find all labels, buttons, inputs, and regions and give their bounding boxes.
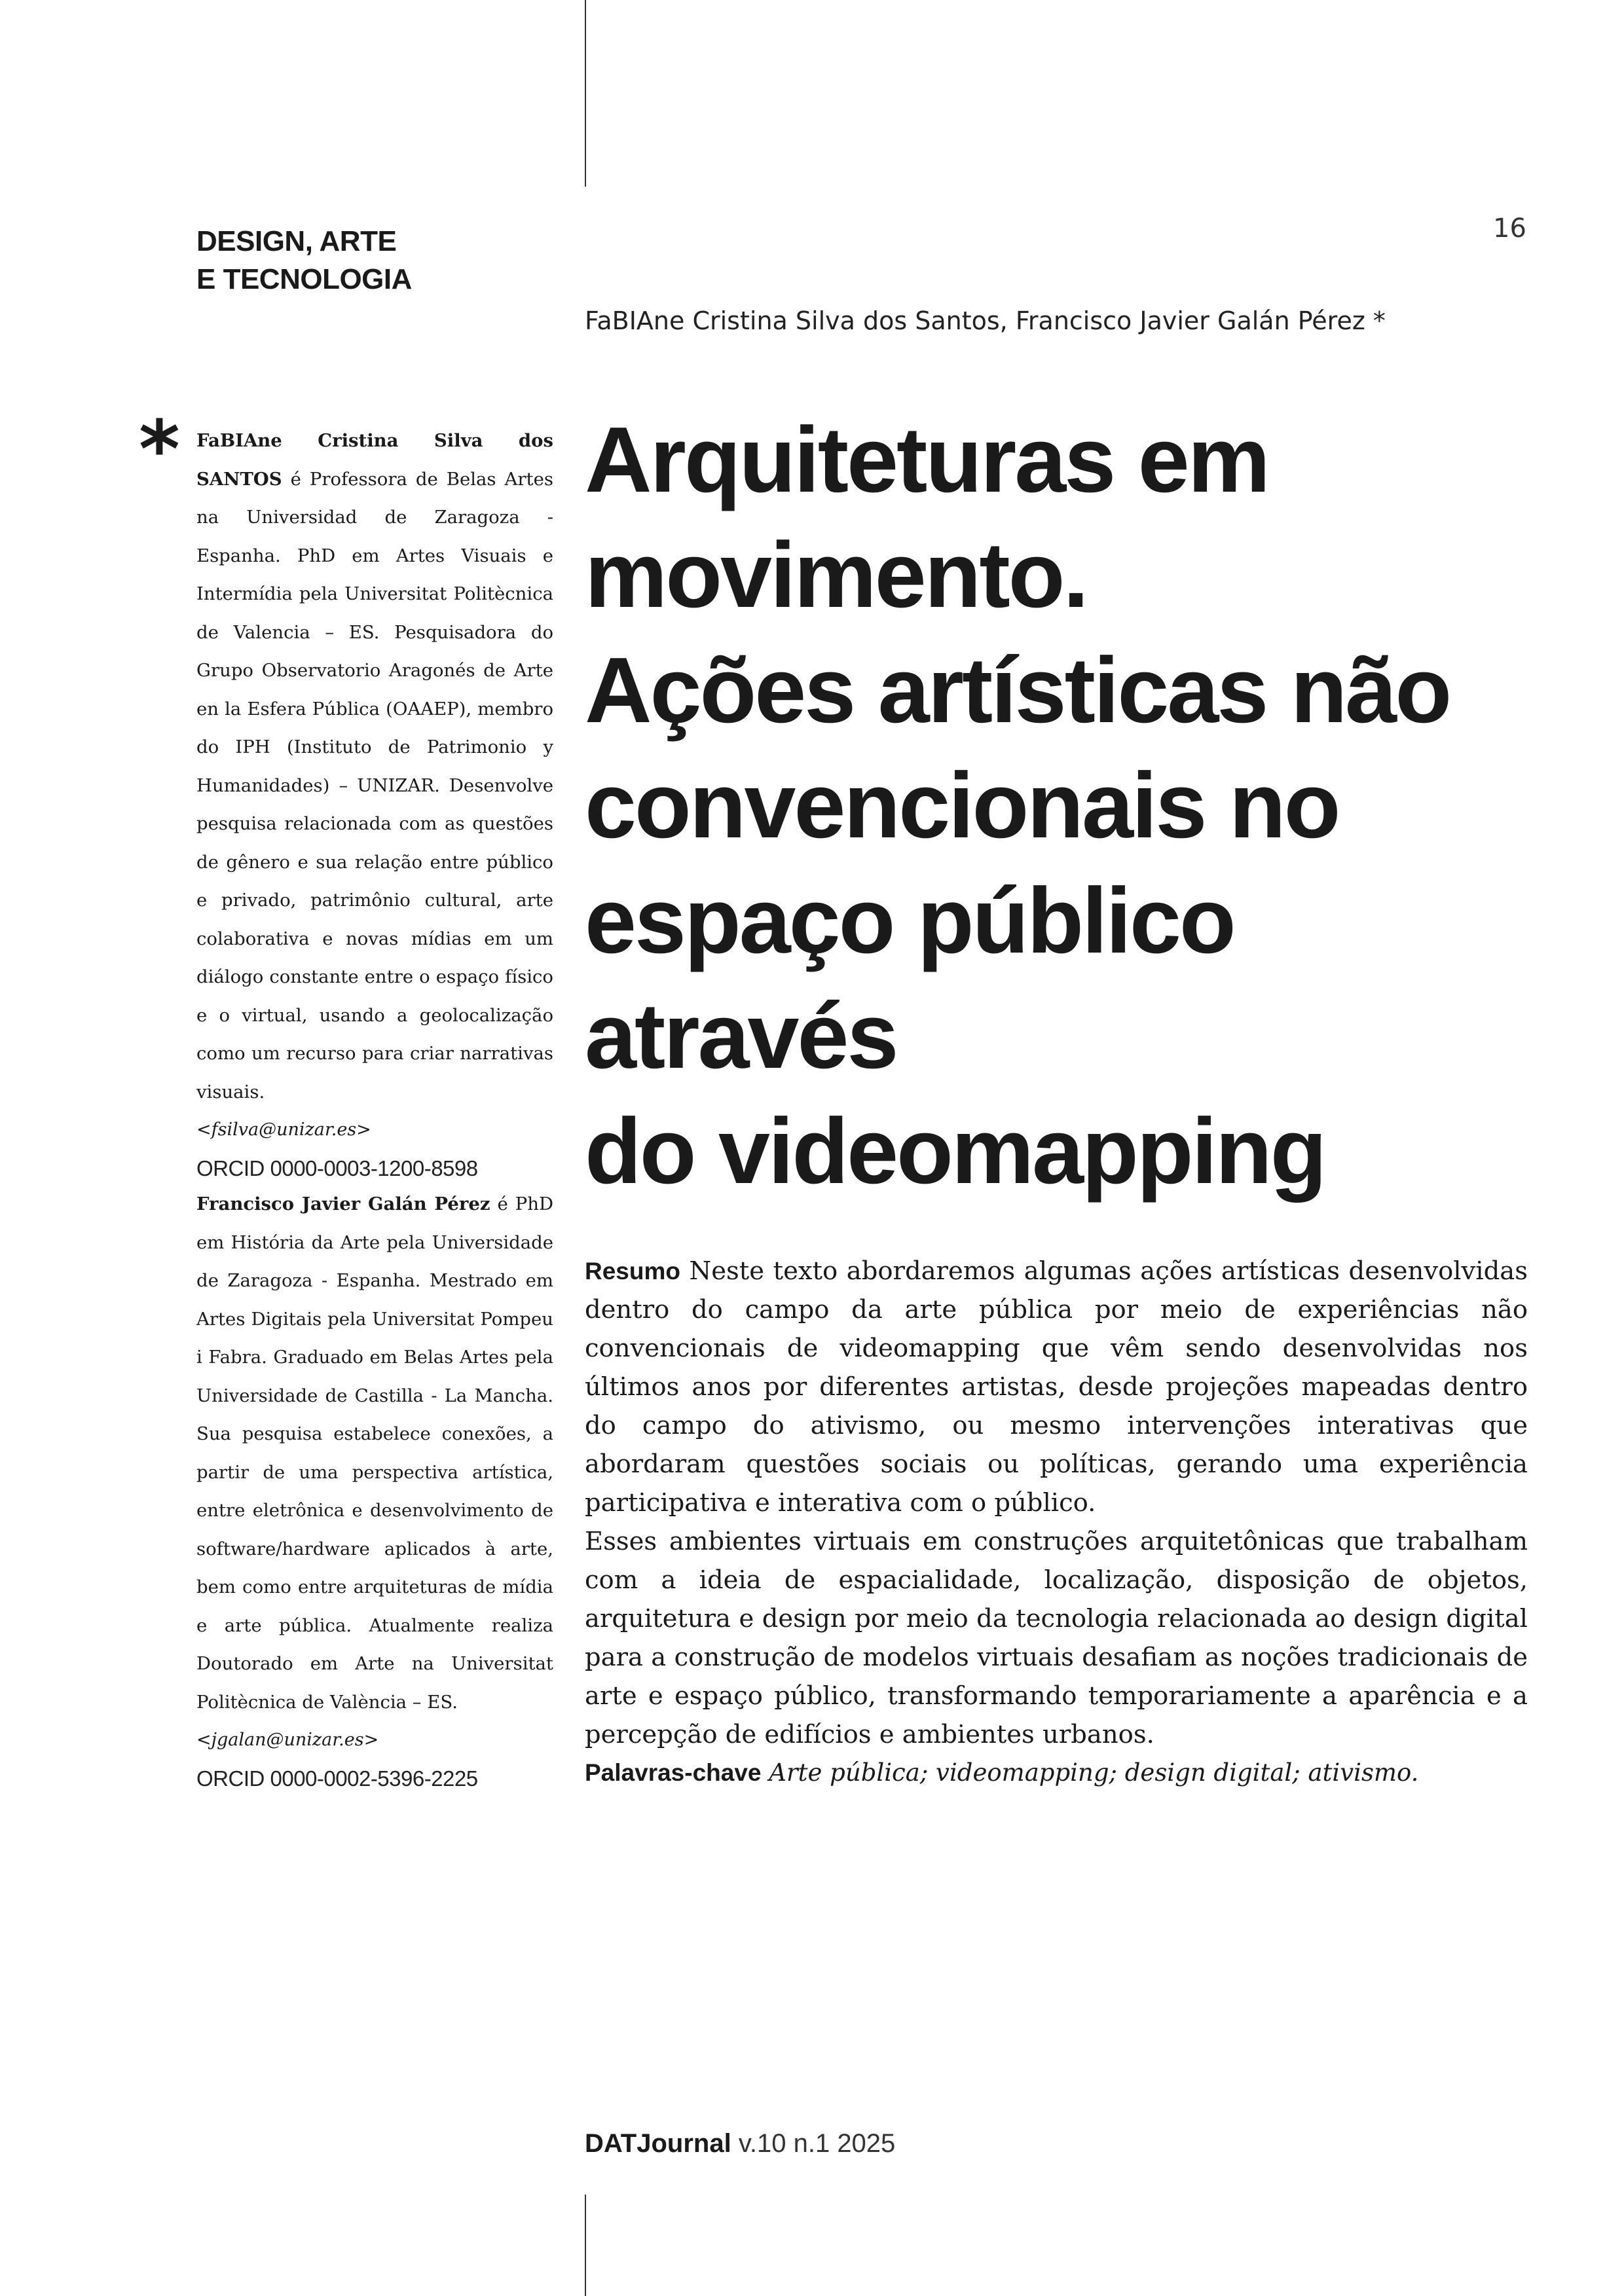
keywords-text: Arte pública; videomapping; design digital; ativismo. xyxy=(769,1758,1419,1787)
keywords xyxy=(585,1753,1528,1792)
title-line-5: espaço público através xyxy=(585,869,1234,1088)
title-line-2: movimento. xyxy=(585,523,1087,627)
bio-2-text: é PhD em História da Arte pela Universidade de Zaragoza - Espanha. Mestrado em Artes Digitais pela Universitat Pompeu i Fabra. Graduado em Belas Artes pela Universidade de Castilla - La Mancha. Sua pesquisa estabelece conexões, a partir de uma perspectiva artística, entre eletrônica e desenvolvimento de software/hardware aplicados à arte, bem como entre arquiteturas de mídia e arte pública. Atualmente realiza Doutorado em Arte na Universitat Politècnica de València – ES. xyxy=(196,1194,554,1713)
title-line-1: Arquiteturas em xyxy=(585,408,1268,512)
section-label xyxy=(196,223,412,299)
top-divider-line xyxy=(585,0,586,187)
bottom-divider-line xyxy=(585,2195,586,2296)
bio-1-body xyxy=(196,422,553,1111)
bio-1-name: FaBIAne Cristina Silva dos SANTOS xyxy=(196,430,553,490)
abstract xyxy=(585,1252,1528,1754)
authors-line: FaBIAne Cristina Silva dos Santos, Francisco Javier Galán Pérez * xyxy=(585,306,1386,335)
bio-2-orcid: ORCID 0000-0002-5396-2225 xyxy=(196,1766,478,1791)
bio-1-email: <fsilva@unizar.es> xyxy=(196,1120,371,1140)
bio-1-orcid: ORCID 0000-0003-1200-8598 xyxy=(196,1156,478,1180)
author-bio-1 xyxy=(196,422,553,1188)
keywords-label: Palavras-chave xyxy=(585,1759,762,1786)
abstract-text-1: Neste texto abordaremos algumas ações artísticas desenvolvidas dentro do campo da arte pública por meio de experiências não convencionais de videomapping que vêm sendo desenvolvidas nos últimos anos por diferentes artistas, desde projeções mapeadas dentro do campo do ativismo, ou mesmo intervenções interativas que abordaram questões sociais ou políticas, gerando uma experiência participativa e interativa com o público. xyxy=(585,1256,1528,1518)
article-title xyxy=(585,403,1567,1209)
bio-2-body xyxy=(196,1185,553,1721)
bio-2-name: Francisco Javier Galán Pérez xyxy=(196,1194,490,1214)
section-label-line2: E TECNOLOGIA xyxy=(196,263,412,295)
bio-2-email: <jgalan@unizar.es> xyxy=(196,1730,379,1750)
abstract-label: Resumo xyxy=(585,1258,680,1285)
journal-issue: v.10 n.1 2025 xyxy=(738,2129,896,2158)
title-line-4: convencionais no xyxy=(585,754,1339,858)
title-line-3: Ações artísticas não xyxy=(585,638,1450,742)
abstract-paragraph-2: Esses ambientes virtuais em construções arquitetônicas que trabalham com a ideia de espacialidade, localização, disposição de objetos, arquitetura e design por meio da tecnologia relacionada ao design digital para a construção de modelos virtuais desafiam as noções tradicionais de arte e espaço público, transformando temporariamente a aparência e a percepção de edifícios e ambientes urbanos. xyxy=(585,1527,1528,1749)
footnote-asterisk: * xyxy=(139,405,180,496)
journal-name: DATJournal xyxy=(585,2129,731,2158)
section-label-line1: DESIGN, ARTE xyxy=(196,225,397,257)
author-bio-2 xyxy=(196,1185,553,1798)
abstract-paragraph-1 xyxy=(585,1252,1528,1522)
footer xyxy=(585,2129,895,2159)
page-number: 16 xyxy=(1493,213,1526,244)
bio-1-text: é Professora de Belas Artes na Universidad de Zaragoza - Espanha. PhD em Artes Visuais e Intermídia pela Universitat Politècnica de Valencia – ES. Pesquisadora do Grupo Observatorio Aragonés de Arte en la Esfera Pública (OAAEP), membro do IPH (Instituto de Patrimonio y Humanidades) – UNIZAR. Desenvolve pesquisa relacionada com as questões de gênero e sua relação entre público e privado, patrimônio cultural, arte colaborativa e novas mídias em um diálogo constante entre o espaço físico e o virtual, usando a geolocalização como um recurso para criar narrativas visuais. xyxy=(196,468,553,1102)
title-line-6: do videomapping xyxy=(585,1099,1325,1203)
